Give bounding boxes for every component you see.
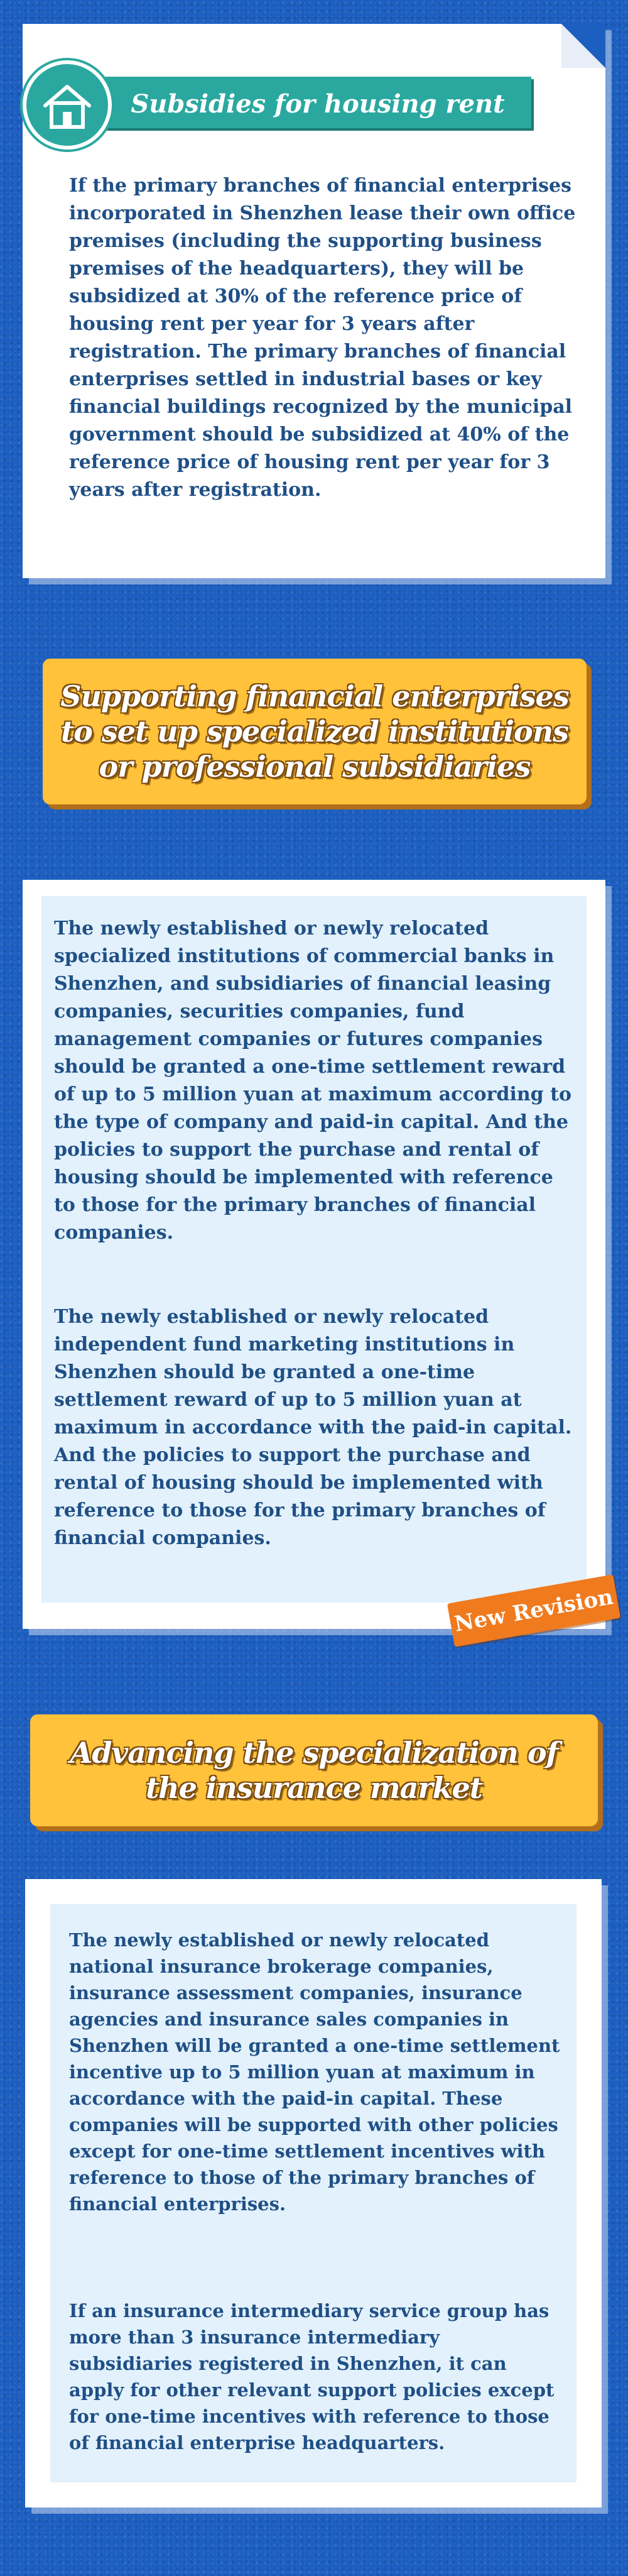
section-title: Subsidies for housing rent (131, 89, 505, 119)
paragraph-insurance-brokerage: The newly established or newly relocated national insurance brokerage companies, insurance assessment companies, insurance agencies and insurance sales companies in Shenzhen will be granted a one-time settlement incentive up to 5 million yuan at maximum in accordance with the paid-in capital. These companies will be supported with other policies except for one-time settlement incentives with reference to those of the primary branches of financial enterprises. (69, 1929, 560, 2215)
banner-title: Advancing the specialization of the insurance market (70, 1736, 558, 1805)
insurance-market-card (25, 1879, 602, 2507)
insurance-market-banner (30, 1714, 598, 1826)
house-icon (23, 60, 112, 150)
specialized-institutions-banner (43, 659, 587, 804)
housing-rent-card (23, 24, 605, 578)
paragraph-fund-marketing: The newly established or newly relocated independent fund marketing institutions in Shenzhen should be granted a one-time settlement reward of up to 5 million yuan at maximum in accordance with the paid-in capital. And the policies to support the purchase and rental of housing should be implemented with reference to those for the primary branches of financial companies. (54, 1306, 572, 1549)
housing-rent-paragraph: If the primary branches of financial enterprises incorporated in Shenzhen lease their own office premises (including the supporting business premises of the headquarters), they will be subsidized at 30% of the reference price of housing rent per year for 3 years after registration. The primary branches of financial enterprises settled in industrial bases or key financial buildings recognized by the municipal government should be subsidized at 40% of the reference price of housing rent per year for 3 years after registration. (69, 175, 576, 501)
specialized-institutions-card (23, 880, 605, 1629)
paragraph-intermediary-group: If an insurance intermediary service group has more than 3 insurance intermediary subsidiaries registered in Shenzhen, it can apply for other relevant support policies except for one-time incentives with reference to those of financial enterprise headquarters. (69, 2300, 555, 2453)
new-revision-label: New Revision (452, 1584, 615, 1637)
folded-corner (561, 24, 605, 68)
banner-title: Supporting financial enterprises to set up specialized institutions or professional subsidiaries (60, 679, 569, 784)
paragraph-commercial-banks: The newly established or newly relocated specialized institutions of commercial banks in Shenzhen, and subsidiaries of financial leasing companies, securities companies, fund management companies or futures companies should be granted a one-time settlement reward of up to 5 million yuan at maximum according to the type of company and paid-in capital. And the policies to support the purchase and rental of housing should be implemented with reference to those for the primary branches of financial companies. (54, 918, 571, 1244)
